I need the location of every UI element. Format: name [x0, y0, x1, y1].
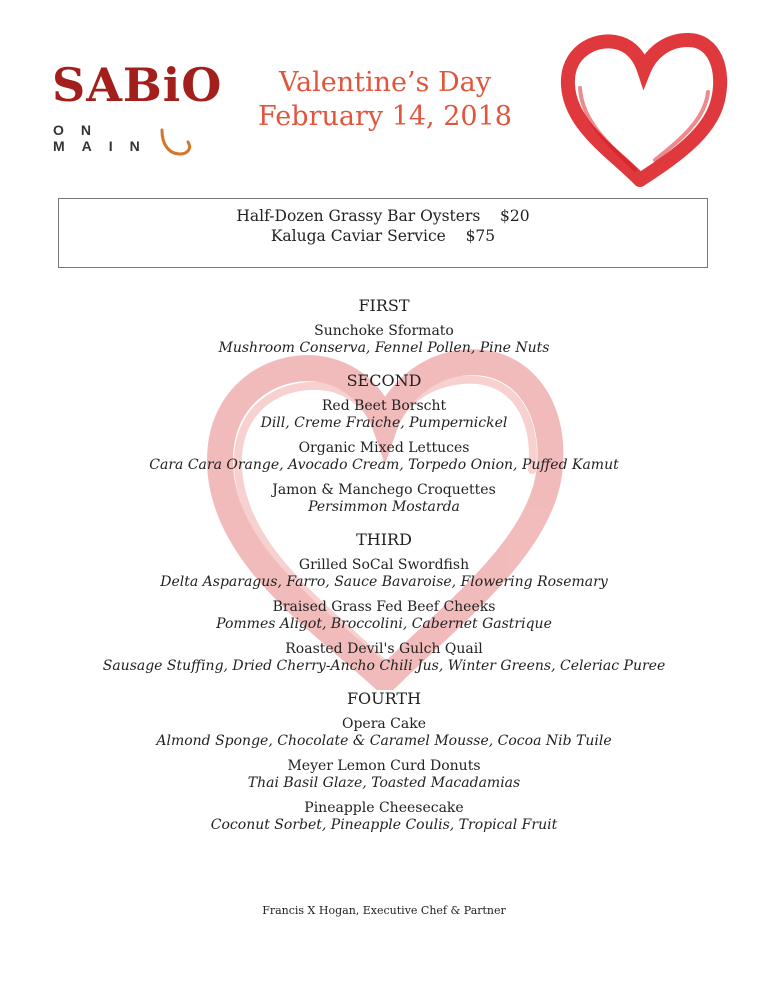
course-title: THIRD — [356, 530, 412, 549]
dish-name: Opera Cake — [341, 716, 427, 732]
dish-description: Delta Asparagus, Farro, Sauce Bavaroise, Flowering Rosemary — [160, 574, 608, 590]
dish-name: Pineapple Cheesecake — [304, 800, 464, 816]
heart-icon — [560, 30, 730, 190]
dish-name: Braised Grass Fed Beef Cheeks — [272, 599, 496, 615]
dish-name: Jamon & Manchego Croquettes — [272, 482, 496, 498]
dish-name: Meyer Lemon Curd Donuts — [287, 758, 481, 774]
event-date: February 14, 2018 — [258, 101, 512, 132]
specials-box — [58, 198, 708, 268]
dish-name: Grilled SoCal Swordfish — [298, 557, 470, 573]
course-title: FOURTH — [346, 689, 422, 708]
menu-item — [0, 557, 768, 591]
restaurant-logo — [50, 58, 223, 162]
dish-name: Sunchoke Sformato — [314, 323, 454, 339]
dish-description: Sausage Stuffing, Dried Cherry-Ancho Chili Jus, Winter Greens, Celeriac Puree — [102, 658, 666, 674]
dish-description: Thai Basil Glaze, Toasted Macadamias — [247, 775, 521, 791]
menu-item — [0, 599, 768, 633]
dish-description: Cara Cara Orange, Avocado Cream, Torpedo Onion, Puffed Kamut — [149, 457, 619, 473]
logo-swirl-icon — [158, 128, 198, 158]
event-name: Valentine’s Day — [279, 67, 491, 98]
menu-item — [0, 440, 768, 474]
menu-item — [0, 641, 768, 675]
dish-description: Almond Sponge, Chocolate & Caramel Mousse, Cocoa Nib Tuile — [156, 733, 612, 749]
course-title: SECOND — [346, 371, 422, 390]
logo-subtitle: ON MAIN — [53, 122, 157, 154]
dish-description: Coconut Sorbet, Pineapple Coulis, Tropical Fruit — [210, 817, 558, 833]
dish-description: Persimmon Mostarda — [308, 499, 460, 515]
menu — [0, 296, 768, 842]
dish-description: Dill, Creme Fraiche, Pumpernickel — [260, 415, 508, 431]
menu-item — [0, 716, 768, 750]
menu-item — [0, 398, 768, 432]
chef-credit: Francis X Hogan, Executive Chef & Partner — [262, 904, 506, 917]
menu-item — [0, 323, 768, 357]
dish-name: Organic Mixed Lettuces — [298, 440, 470, 456]
dish-name: Red Beet Borscht — [321, 398, 447, 414]
event-title — [230, 66, 540, 134]
course-title: FIRST — [358, 296, 410, 315]
logo-wordmark: SABiO — [52, 58, 223, 112]
special-item: Half-Dozen Grassy Bar Oysters $20 — [236, 207, 530, 225]
dish-description: Pommes Aligot, Broccolini, Cabernet Gastrique — [216, 616, 552, 632]
menu-item — [0, 800, 768, 834]
dish-description: Mushroom Conserva, Fennel Pollen, Pine Nuts — [218, 340, 550, 356]
dish-name: Roasted Devil's Gulch Quail — [285, 641, 483, 657]
menu-item — [0, 758, 768, 792]
menu-item — [0, 482, 768, 516]
special-item: Kaluga Caviar Service $75 — [270, 227, 496, 245]
